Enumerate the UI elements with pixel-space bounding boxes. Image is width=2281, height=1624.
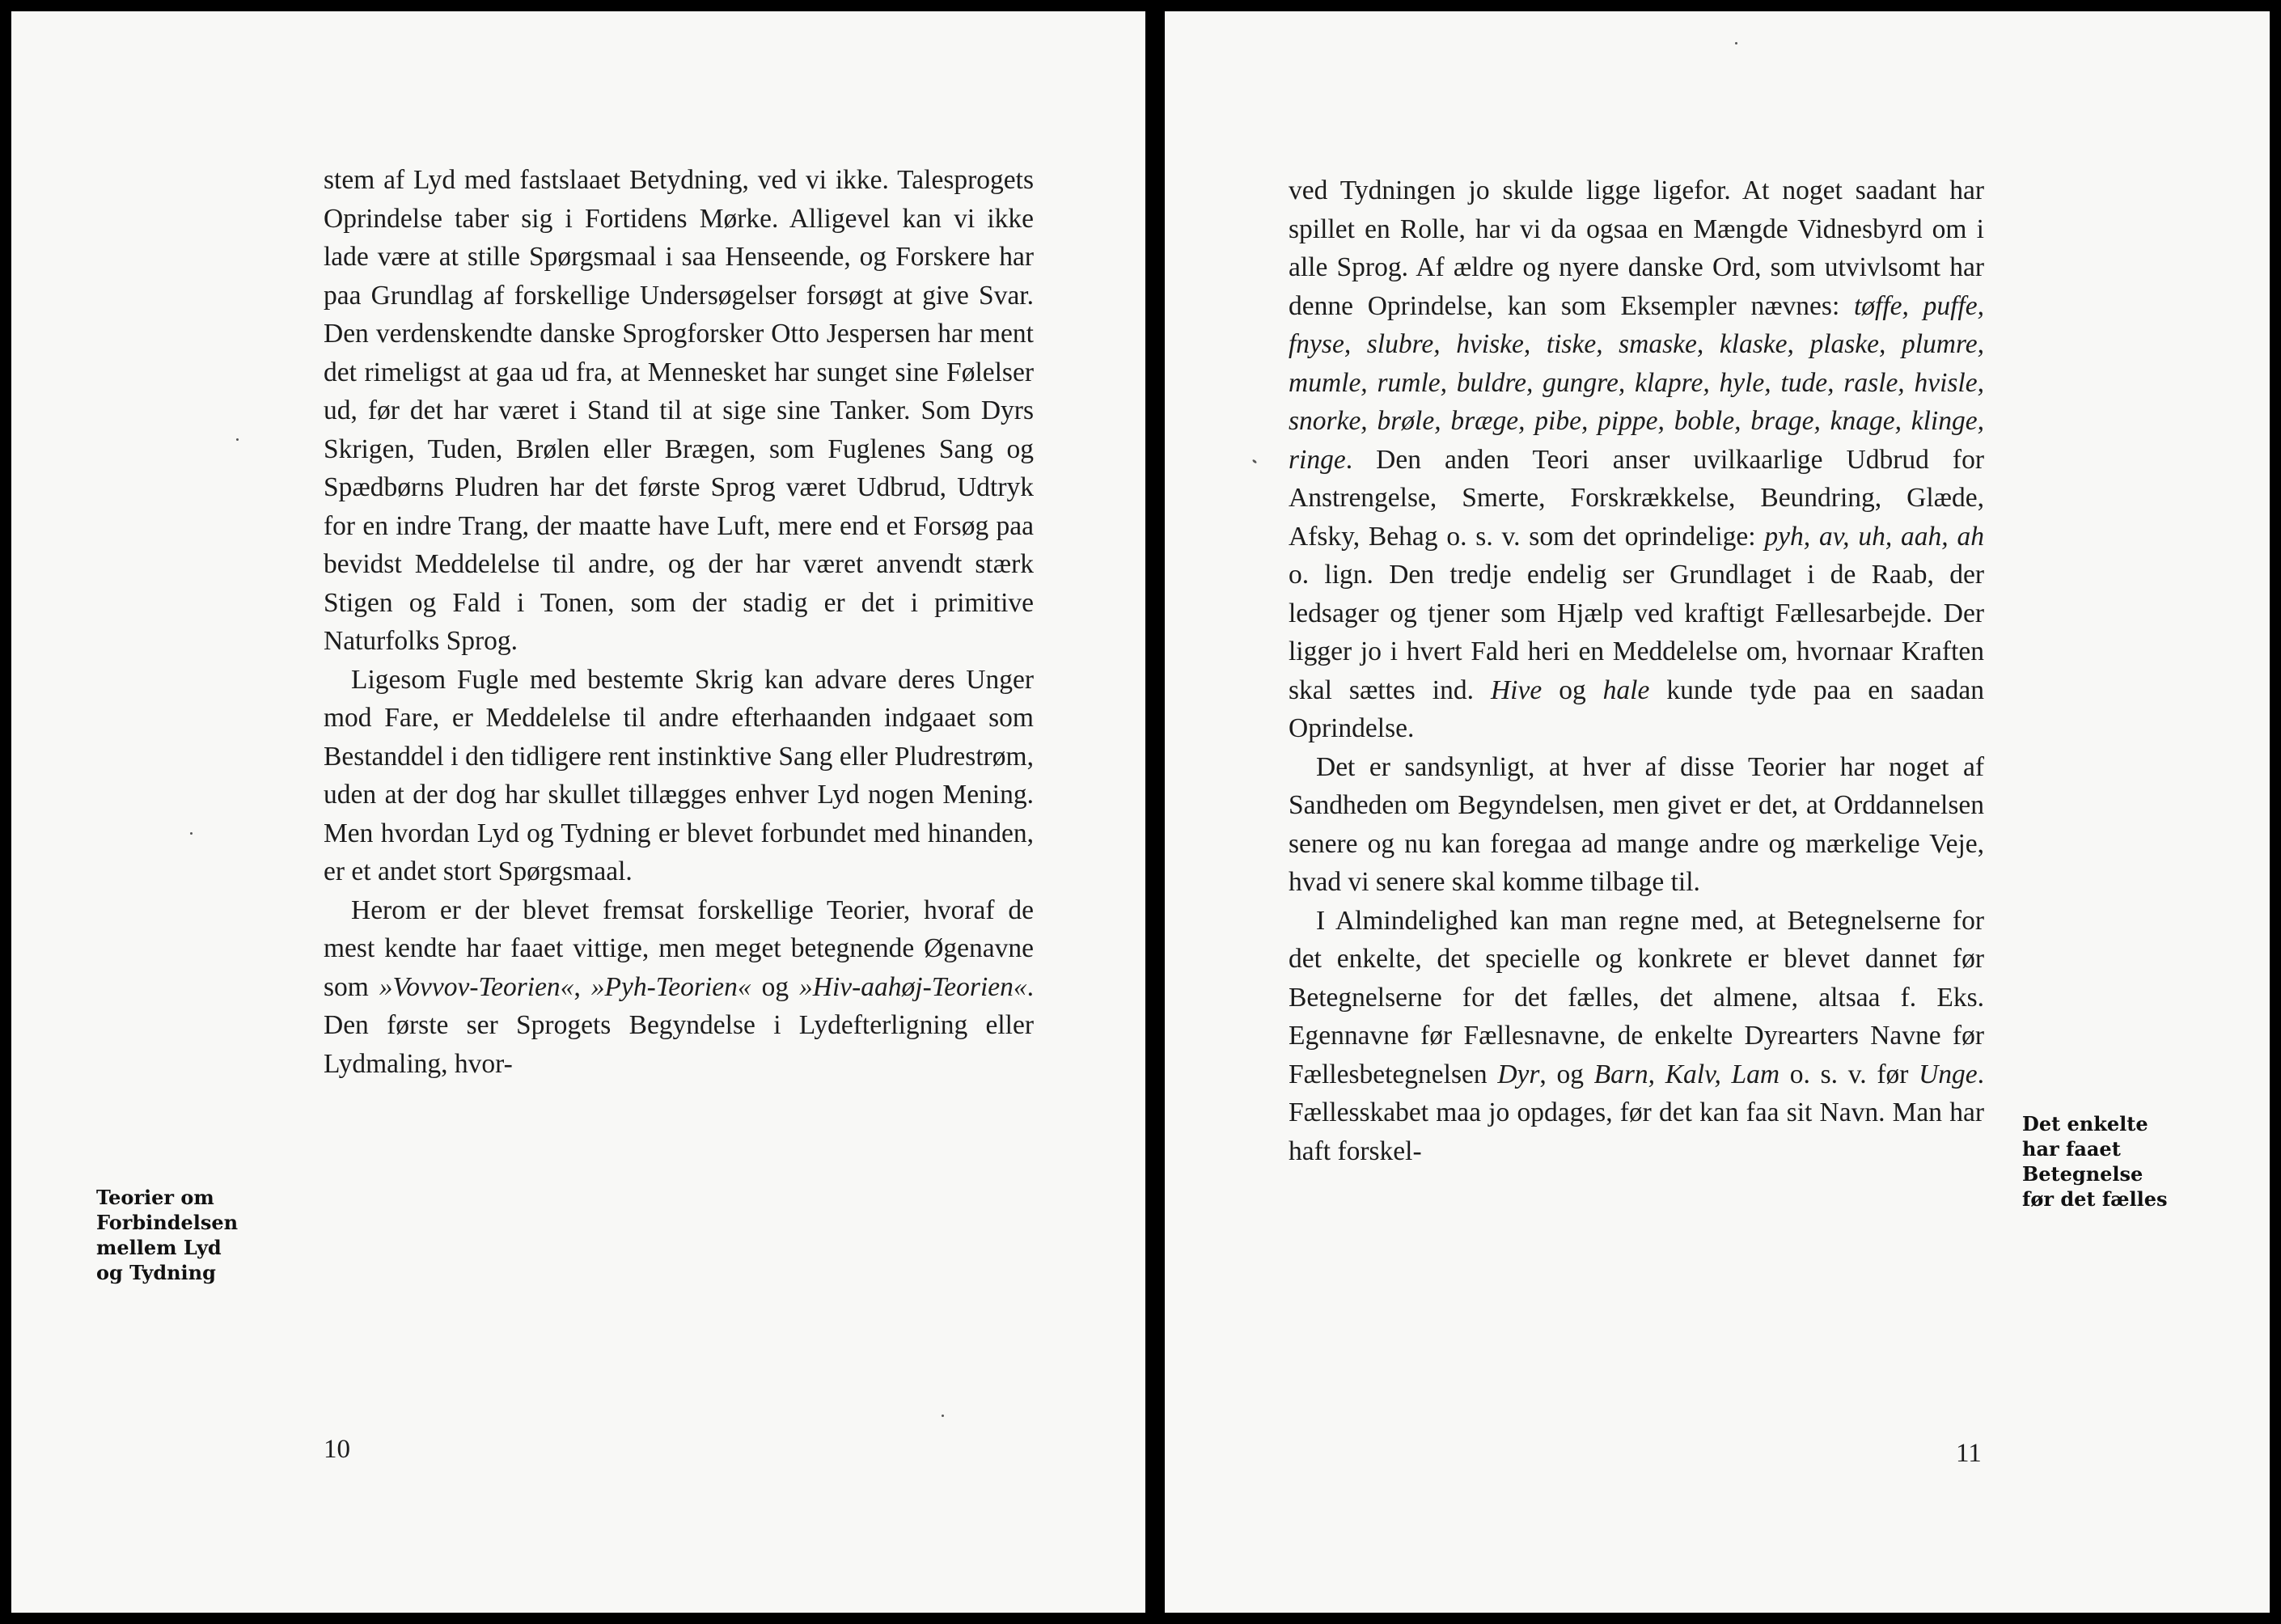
text: o. s. v. før [1780, 1059, 1919, 1089]
italic-word-list: tøffe, puffe, fnyse, slubre, hviske, tiske, smaske, klaske, plaske, plumre, mumle, rumle, buldre, gungre, klapre, hyle, tude, rasle, hvisle, snorke, brøle, bræge, pibe, pippe, boble, brage, knage, klinge, ringe [1289, 290, 1984, 475]
italic-word: hale [1602, 675, 1650, 705]
paper-speck [1735, 42, 1737, 44]
italic-term: »Hiv-aahøj-Teorien« [799, 971, 1027, 1002]
text: kunde tyde paa en saadan Oprindelse. [1289, 675, 1985, 743]
text: og [751, 971, 799, 1002]
italic-word-list: Barn, Kalv, Lam [1593, 1059, 1780, 1089]
left-page [11, 11, 1145, 1613]
paragraph [1289, 171, 1984, 748]
text: . Den første ser Sprogets Begyndelse i Lydefterligning eller Lydmaling, hvor- [324, 971, 1035, 1079]
left-text-column [324, 161, 1034, 1083]
paper-speck [236, 438, 239, 441]
paper-speck [942, 1415, 944, 1417]
right-text-column [1289, 171, 1984, 1170]
text: I Almindelighed kan man regne med, at Betegnelserne for det enkelte, det specielle og konkrete er blevet dannet før Betegnelserne for det fælles, det almene, altsaa f. Eks. Egennavne før Fællesnavne, de enkelte Dyrearters Navne før Fællesbetegnelsen [1289, 905, 1984, 1089]
text: o. lign. Den tredje endelig ser Grundlaget i de Raab, der ledsager og tjener som Hjælp ved kraftigt Fællesarbejde. Der ligger jo i hvert Fald heri en Meddelelse om, hvornaar Kraften skal sættes ind. [1289, 560, 1984, 705]
page-number: 11 [1956, 1439, 1982, 1468]
italic-word: Hive [1490, 675, 1543, 705]
margin-note: Det enkelte har faaet Betegnelse før det fælles [2022, 1112, 2168, 1211]
italic-interjections: pyh, av, uh, aah, ah [1764, 521, 1984, 552]
italic-term: »Vovvov-Teorien« [379, 971, 574, 1002]
italic-term: »Pyh-Teorien« [590, 971, 751, 1002]
italic-word: Dyr [1497, 1059, 1540, 1089]
right-page [1165, 11, 2270, 1613]
paragraph: Ligesom Fugle med bestemte Skrig kan advare deres Unger mod Fare, er Meddelelse til andre efterhaanden indgaaet som Bestanddel i den tidligere rent instinktive Sang eller Pludrestrøm, uden at der dog har skullet tillægges enhver Lyd nogen Mening. Men hvordan Lyd og Tydning er blevet forbundet med hinanden, er et andet stort Spørgsmaal. [324, 664, 1034, 886]
paragraph: stem af Lyd med fastslaaet Betydning, ved vi ikke. Talesprogets Oprindelse taber sig i Fortidens Mørke. Alligevel kan vi ikke lade være at stille Spørgsmaal i saa Henseende, og Forskere har paa Grundlag af forskellige Undersøgelser forsøgt at give Svar. Den verdenskendte danske Sprogforsker Otto Jespersen har ment det rimeligst at gaa ud fra, at Mennesket har sunget sine Følelser ud, før det har været i Stand til at sige sine Tanker. Som Dyrs Skrigen, Tuden, Brølen eller Brægen, som Fuglenes Sang og Spædbørns Pludren har det første Sprog været Udbrud, Udtryk for en indre Trang, der maatte have Luft, mere end et Forsøg paa bevidst Meddelelse til andre, og der har været anvendt stærk Stigen og Fald i Tonen, som der stadig er det i primitive Naturfolks Sprog. [324, 165, 1034, 656]
text: og [1542, 675, 1603, 705]
page-number: 10 [324, 1435, 350, 1464]
paper-speck [1252, 459, 1258, 463]
italic-word: Unge [1919, 1059, 1978, 1089]
paragraph [324, 891, 1034, 1084]
text: , og [1539, 1059, 1594, 1089]
text: , [573, 971, 591, 1002]
text: Herom er der blevet fremsat forskellige Teorier, hvoraf de mest kendte har faaet vittige, men meget betegnende Øgenavne som [324, 894, 1034, 1002]
paragraph: Det er sandsynligt, at hver af disse Teorier har noget af Sandheden om Begyndelsen, men givet er det, at Orddannelsen senere og nu kan foregaa ad mange andre og mærkelige Veje, hvad vi senere skal komme tilbage til. [1289, 751, 1984, 897]
text: . Den anden Teori anser uvilkaarlige Udbrud for Anstrengelse, Smerte, Forskrækkelse, Beundring, Glæde, Afsky, Behag o. s. v. som det oprindelige: [1289, 444, 1984, 552]
text: . Fællesskabet maa jo opdages, før det kan faa sit Navn. Man har haft forskel- [1289, 1059, 1985, 1166]
paper-speck [190, 832, 193, 835]
margin-note: Teorier om Forbindelsen mellem Lyd og Tydning [96, 1186, 239, 1284]
paragraph [1289, 902, 1984, 1171]
text: ved Tydningen jo skulde ligge ligefor. At noget saadant har spillet en Rolle, har vi da ogsaa en Mængde Vidnesbyrd om i alle Sprog. Af ældre og nyere danske Ord, som utvivlsomt har denne Oprindelse, kan som Eksempler nævnes: [1289, 176, 1984, 321]
